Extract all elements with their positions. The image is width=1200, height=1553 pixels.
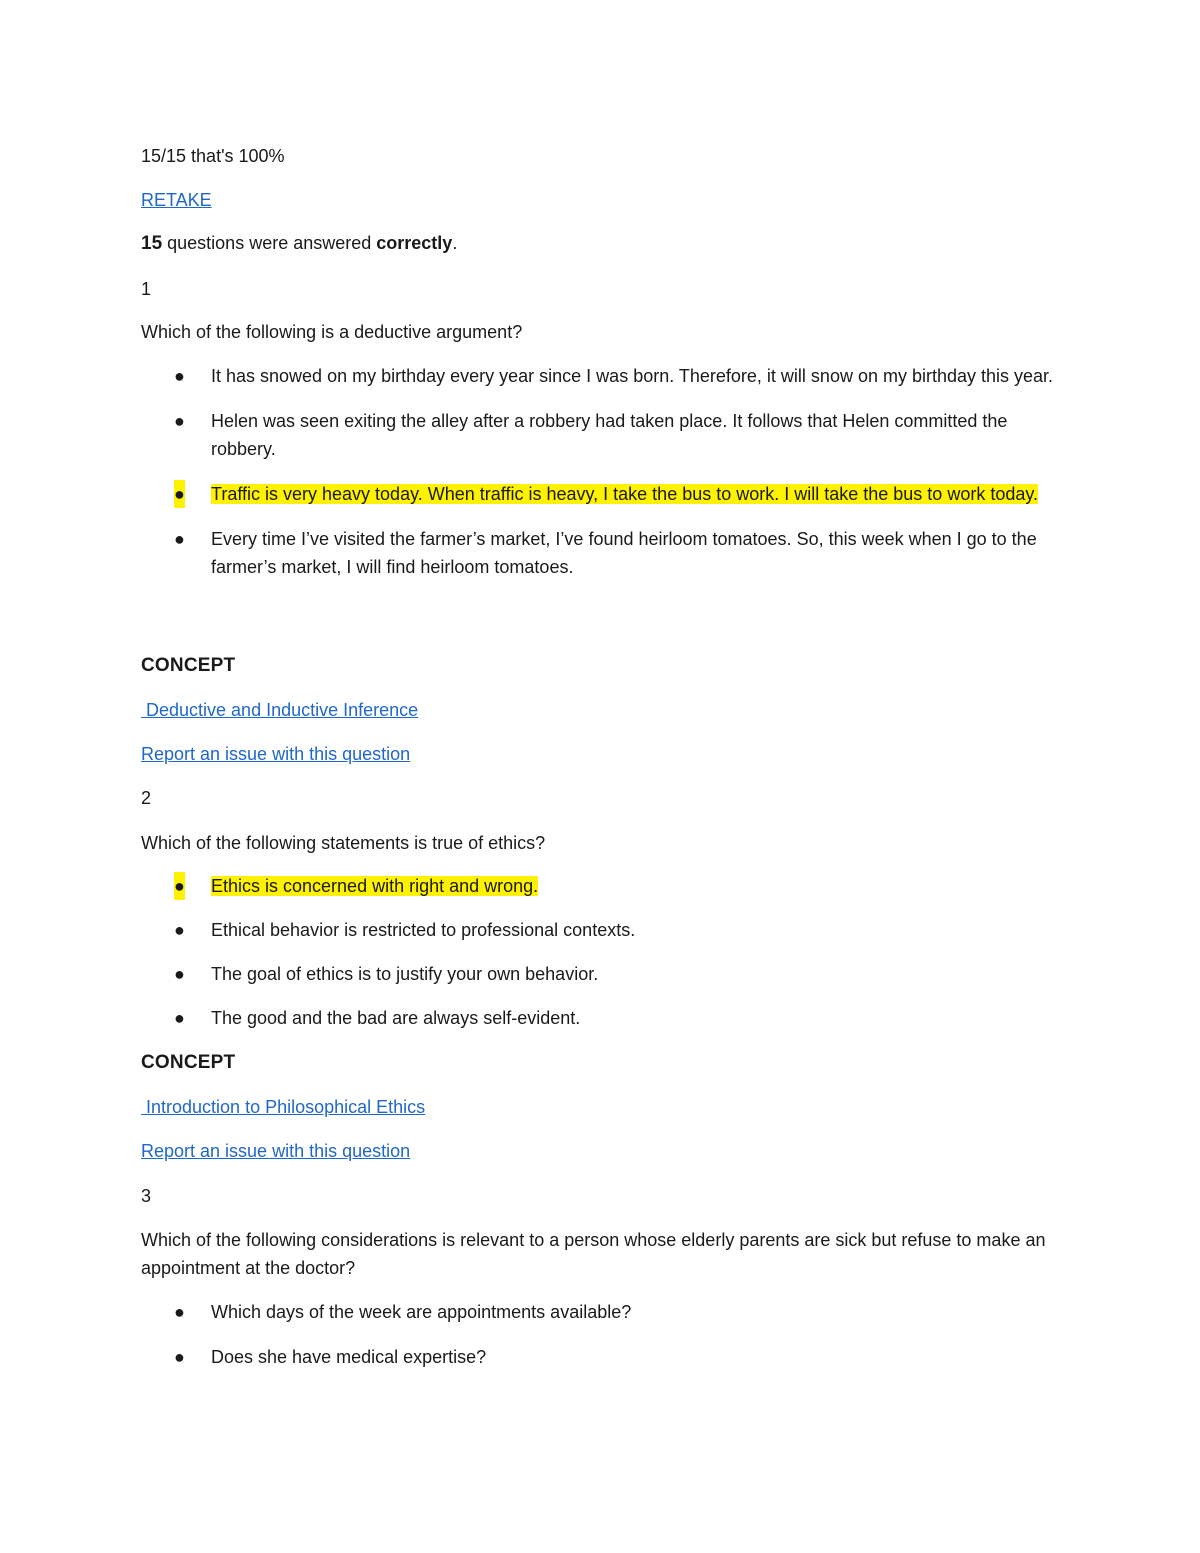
report-issue-link[interactable]: Report an issue with this question [141, 1141, 411, 1161]
answer-option-text: Every time I’ve visited the farmer’s market, I’ve found heirloom tomatoes. So, this week when I go to the farmer’s market, I will find heirloom tomatoes. [211, 529, 1037, 577]
answer-option[interactable] [141, 362, 1061, 390]
bullet-icon: ● [174, 872, 185, 900]
question-prompt: Which of the following considerations is relevant to a person whose elderly parents are sick but refuse to make an appointment at the doctor? [141, 1230, 1046, 1278]
answer-option[interactable] [141, 916, 1061, 944]
correct-summary-end: . [452, 233, 458, 253]
question-prompt: Which of the following is a deductive argument? [141, 322, 523, 342]
bullet-icon: ● [174, 529, 185, 549]
answer-option-selected[interactable] [141, 872, 1061, 900]
bullet-icon: ● [174, 480, 185, 508]
answer-option-selected[interactable] [141, 480, 1061, 508]
answer-option[interactable] [141, 407, 1061, 463]
score-text: 15/15 that's 100% [141, 146, 285, 166]
correct-summary-mid: questions were answered [162, 233, 377, 253]
question-number: 2 [141, 788, 152, 808]
answer-option-text: Ethics is concerned with right and wrong. [211, 876, 539, 896]
answer-option[interactable] [141, 525, 1061, 581]
bullet-icon: ● [174, 1347, 185, 1367]
answer-options [141, 872, 1061, 1032]
correct-summary [141, 231, 457, 256]
answer-option-text: Does she have medical expertise? [211, 1347, 487, 1367]
correct-count: 15 [141, 233, 163, 254]
answer-option-text: Ethical behavior is restricted to professional contexts. [211, 920, 636, 940]
answer-option[interactable] [141, 1298, 1061, 1326]
answer-option-text: Which days of the week are appointments available? [211, 1302, 632, 1322]
bullet-icon: ● [174, 411, 185, 431]
report-issue-link[interactable]: Report an issue with this question [141, 744, 411, 764]
bullet-icon: ● [174, 964, 185, 984]
answer-option-text: It has snowed on my birthday every year since I was born. Therefore, it will snow on my birthday this year. [211, 366, 1054, 386]
retake-link[interactable]: RETAKE [141, 190, 212, 210]
bullet-icon: ● [174, 366, 185, 386]
answer-options [141, 1298, 1061, 1371]
question-number: 3 [141, 1186, 152, 1206]
concept-link[interactable]: Deductive and Inductive Inference [141, 700, 419, 720]
answer-option-text: The goal of ethics is to justify your own behavior. [211, 964, 599, 984]
answer-option[interactable] [141, 1343, 1061, 1371]
question-number: 1 [141, 279, 152, 299]
answer-option[interactable] [141, 1004, 1061, 1032]
concept-heading: CONCEPT [141, 655, 236, 676]
answer-options [141, 362, 1061, 581]
bullet-icon: ● [174, 920, 185, 940]
concept-heading: CONCEPT [141, 1052, 236, 1073]
concept-link[interactable]: Introduction to Philosophical Ethics [141, 1097, 426, 1117]
bullet-icon: ● [174, 1302, 185, 1322]
question-prompt: Which of the following statements is true of ethics? [141, 833, 546, 853]
answer-option-text: Traffic is very heavy today. When traffic is heavy, I take the bus to work. I will take the bus to work today. [211, 484, 1039, 504]
answer-option-text: The good and the bad are always self-evident. [211, 1008, 581, 1028]
correct-word: correctly [376, 233, 453, 253]
answer-option[interactable] [141, 960, 1061, 988]
answer-option-text: Helen was seen exiting the alley after a robbery had taken place. It follows that Helen committed the robbery. [211, 411, 1008, 459]
bullet-icon: ● [174, 1008, 185, 1028]
